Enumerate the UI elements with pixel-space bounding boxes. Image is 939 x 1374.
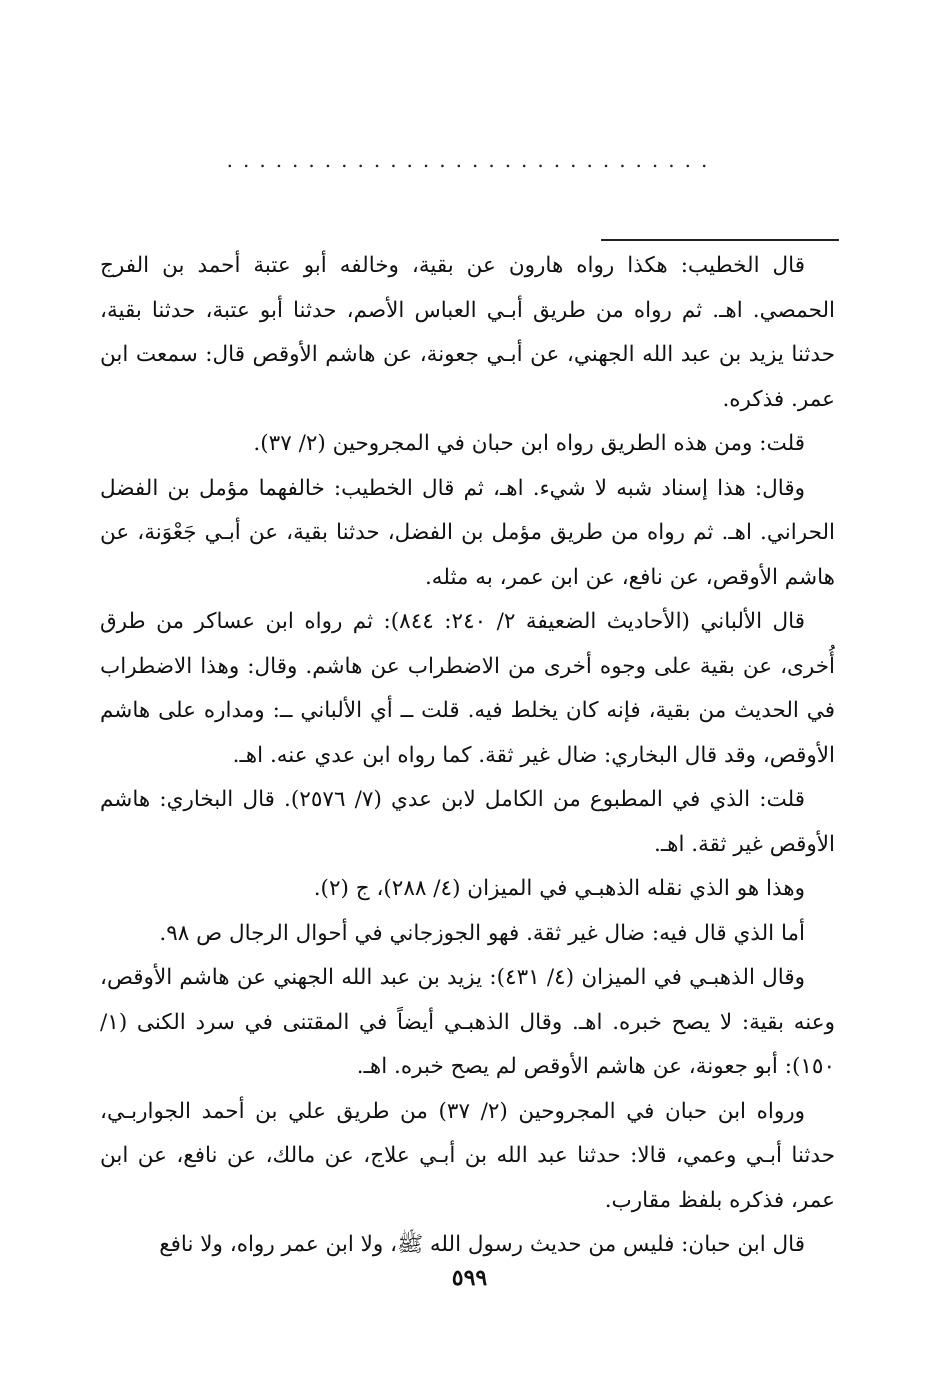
paragraph: أما الذي قال فيه: ضال غير ثقة. فهو الجوزجاني في أحوال الرجال ص ٩٨.: [159, 920, 805, 946]
separator-dots: ..............................: [226, 150, 718, 170]
paragraph: قال ابن حبان: فليس من حديث رسول الله ﷺ، ولا ابن عمر رواه، ولا نافع: [159, 1232, 805, 1257]
paragraph: وقال: هذا إسناد شبه لا شيء. اهـ، ثم قال الخطيب: خالفهما مؤمل بن الفضل الحراني. اهـ. ثم رواه من طريق مؤمل بن الفضل، حدثنا بقية، عن أبـي جَعْوَنة، عن هاشم الأوقص، عن نافع، عن ابن عمر، به مثله.: [100, 475, 835, 590]
paragraph: وهذا هو الذي نقله الذهبـي في الميزان (٤/ ٢٨٨)، ج (٢).: [313, 876, 805, 901]
page-number: ٥٩٩: [451, 1265, 488, 1291]
paragraph: قال الخطيب: هكذا رواه هارون عن بقية، وخالفه أبو عتبة أحمد بن الفرج الحمصي. اهـ. ثم رواه من طريق أبـي العباس الأصم، حدثنا أبو عتبة، حدثنا بقية، حدثنا يزيد بن عبد الله الجهني، عن أبـي جعونة، عن هاشم الأوقص قال: سمعت ابن عمر. فذكره.: [100, 253, 835, 412]
paragraph: قال الألباني (الأحاديث الضعيفة ٢/ ٢٤٠: ٨٤٤): ثم رواه ابن عساكر من طرق أُخرى، عن بقية على وجوه أخرى من الاضطراب عن هاشم. وقال: وهذا الاضطراب في الحديث من بقية، فإنه كان يخلط فيه. قلت ــ أي الألباني ــ: ومداره على هاشم الأوقص، وقد قال البخاري: ضال غير ثقة. كما رواه ابن عدي عنه. اهـ.: [100, 609, 835, 768]
paragraph: ورواه ابن حبان في المجروحين (٢/ ٣٧) من طريق علي بن أحمد الجواربـي، حدثنا أبـي وعمي، قالا: حدثنا عبد الله بن أبـي علاج، عن مالك، عن نافع، عن ابن عمر، فذكره بلفظ مقارب.: [100, 1098, 835, 1213]
paragraph: قلت: ومن هذه الطريق رواه ابن حبان في المجروحين (٢/ ٣٧).: [253, 431, 805, 456]
footnote-rule: [601, 239, 839, 241]
paragraph: وقال الذهبـي في الميزان (٤/ ٤٣١): يزيد بن عبد الله الجهني عن هاشم الأوقص، وعنه بقية: لا يصح خبره. اهـ. وقال الذهبـي أيضاً في المقتنى في سرد الكنى (١/ ١٥٠): أبو جعونة، عن هاشم الأوقص لم يصح خبره. اهـ.: [100, 965, 835, 1079]
main-text: [100, 244, 835, 1268]
paragraph: قلت: الذي في المطبوع من الكامل لابن عدي (٧/ ٢٥٧٦). قال البخاري: هاشم الأوقص غير ثقة. اهـ.: [100, 787, 835, 857]
